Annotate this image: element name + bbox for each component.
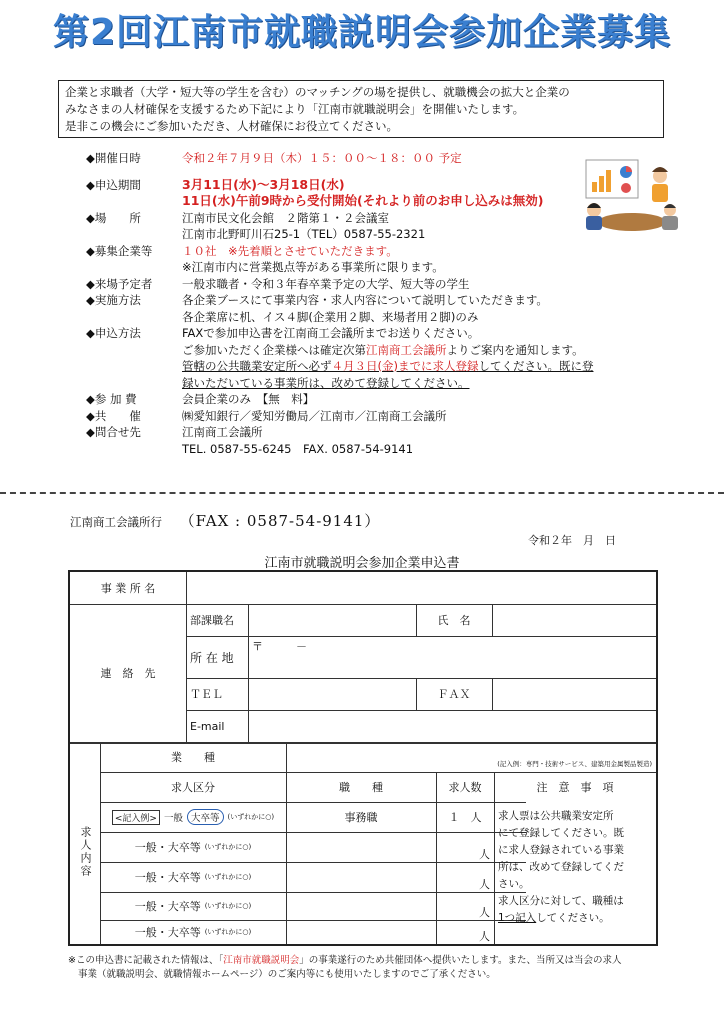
meeting-illustration	[582, 158, 682, 238]
intro-box	[58, 80, 664, 138]
recruit-value: １０社 ※先着順とさせていただきます。	[182, 243, 398, 258]
date-label: ◆開催日時	[86, 151, 141, 165]
form-title: 江南市就職説明会参加企業申込書	[264, 556, 460, 571]
occupation-header: 職 種	[339, 781, 383, 794]
example-tag: <記入例>	[112, 810, 160, 825]
tel-label: ＴＥＬ	[190, 688, 223, 701]
period-value: 3月11日(水)～3月18日(水)	[182, 176, 345, 192]
notes-header: 注 意 事 項	[536, 781, 614, 794]
note-event: 江南市就職説明会	[223, 955, 300, 966]
recruit-note: ※江南市内に営業拠点等がある事業所に限ります。	[182, 260, 444, 274]
intro-line: みなさまの人材確保を支援するため下記により「江南市就職説明会」を開催いたします。	[65, 102, 525, 116]
apply-text: してください。既に登	[478, 359, 594, 373]
caution-line: 求人区分に対して、職種は	[498, 895, 624, 907]
count-unit: 人	[479, 906, 490, 919]
contact-label: 連 絡 先	[100, 667, 156, 680]
category-hint: (いずれかに○)	[204, 902, 252, 910]
apply-text: ご参加いただく企業様へは確定次第	[182, 342, 366, 357]
date-value: 令和２年７月９日（木）１５：００～１８：００ 予定	[182, 151, 462, 165]
office-name-label: 事 業 所 名	[100, 582, 156, 595]
visitor-value: 一般求職者・令和３年春卒業予定の大学、短大等の学生	[182, 276, 470, 291]
name-field[interactable]	[492, 604, 656, 636]
category-option: 一般・大卒等	[134, 871, 201, 884]
industry-label: 業 種	[171, 751, 215, 764]
apply-label: ◆申込方法	[86, 326, 141, 340]
example-count: １ 人	[448, 811, 482, 824]
category-hint: (いずれかに○)	[204, 843, 252, 851]
caution-box	[498, 808, 656, 944]
method-value-2: 各企業席に机、イス４脚(企業用２脚、来場者用２脚)のみ	[182, 309, 479, 324]
category-row[interactable]	[100, 832, 286, 862]
apply-chamber: 江南商工会議所	[366, 342, 447, 357]
tel-field[interactable]	[248, 678, 416, 710]
email-label: E-mail	[190, 719, 225, 733]
caution-line	[498, 910, 610, 927]
apply-deadline: ４月３日(金)までに求人登録	[331, 359, 479, 373]
caution-line: にて登録してください。既	[498, 827, 624, 839]
count-header: 求人数	[448, 781, 482, 794]
place-label: ◆場 所	[86, 210, 141, 225]
apply-value-3	[182, 358, 626, 375]
place-value: 江南市民文化会館 ２階第１・２会議室	[182, 210, 389, 225]
visitor-label: ◆来場予定者	[86, 276, 153, 291]
apply-value-2	[182, 342, 626, 359]
category-row[interactable]	[100, 892, 286, 920]
count-unit: 人	[479, 848, 490, 861]
contact-phone: TEL. 0587-55-6245 FAX. 0587-54-9141	[182, 441, 414, 456]
period-label: ◆申込期間	[86, 177, 141, 192]
method-label: ◆実施方法	[86, 293, 141, 307]
fax-number: （FAX : 0587-54-9141）	[179, 512, 381, 530]
fax-field[interactable]	[492, 678, 656, 710]
example-category	[100, 802, 286, 832]
category-option: 一般・大卒等	[134, 926, 201, 939]
industry-note: (記入例：専門・技術サービス、建築用金属製品製造)	[497, 759, 652, 768]
caution-line: 所は、改めて登録してくだ	[498, 861, 624, 873]
category-hint: (いずれかに○)	[204, 873, 252, 881]
contact-label: ◆問合せ先	[86, 425, 141, 439]
note-text: 事業（就職説明会、就職情報ホームページ）のご案内等にも使用いたしますのでご了承ください。	[78, 969, 496, 980]
address-label: 所 在 地	[190, 650, 234, 665]
email-field[interactable]	[248, 710, 656, 742]
fax-to: 江南商工会議所行	[70, 515, 162, 529]
dept-label: 部課職名	[190, 614, 234, 627]
category-header: 求人区分	[171, 781, 215, 794]
intro-line: 是非この機会にご参加いただき、人材確保にお役立てください。	[65, 119, 399, 133]
application-form	[68, 570, 658, 946]
caution-line: さい。	[498, 878, 530, 890]
caution-emphasis: 1つ記入	[498, 912, 537, 924]
intro-line: 企業と求職者（大学・短大等の学生を含む）のマッチングの場を提供し、就職機会の拡大と企業の	[65, 85, 570, 99]
fee-value: 会員企業のみ 【無 料】	[182, 392, 315, 406]
example-univ: 大卒等	[187, 809, 224, 825]
place-address: 江南市北野町川石25-1（TEL）0587-55-2321	[182, 227, 426, 241]
category-option: 一般・大卒等	[134, 900, 201, 913]
host-value: ㈱愛知銀行／愛知労働局／江南市／江南商工会議所	[182, 408, 447, 423]
contact-value: 江南商工会議所	[182, 425, 263, 439]
form-date: 令和２年 月 日	[528, 534, 616, 547]
count-unit: 人	[479, 930, 490, 943]
page-title: 第2回江南市就職説明会参加企業募集	[52, 12, 672, 53]
category-row[interactable]	[100, 862, 286, 892]
event-info	[86, 150, 626, 457]
caution-text: してください。	[536, 912, 610, 924]
category-option: 一般・大卒等	[134, 841, 201, 854]
recruit-label: ◆募集企業等	[86, 243, 153, 258]
note-text: ※この申込書に記載された情報は、「	[68, 955, 224, 966]
example-small: (いずれかに○)	[227, 813, 275, 821]
apply-value-4: 録いただいている事業所は、改めて登録してください。	[182, 375, 470, 390]
fax-header	[70, 510, 380, 531]
apply-value-1: FAXで参加申込書を江南商工会議所までお送りください。	[182, 326, 480, 340]
count-unit: 人	[479, 878, 490, 891]
method-value: 各企業ブースにて事業内容・求人内容について説明していただきます。	[182, 293, 548, 307]
caution-line: に求人登録されている事業	[498, 844, 624, 856]
footer-note	[68, 954, 668, 982]
caution-line: 求人票は公共職業安定所	[498, 810, 614, 822]
job-section-label: 求人内容	[79, 826, 92, 878]
category-row[interactable]	[100, 920, 286, 944]
period-note: 11日(水)午前9時から受付開始(それより前のお申し込みは無効)	[182, 193, 544, 208]
apply-text: よりご案内を通知します。	[446, 342, 584, 357]
name-label: 氏 名	[437, 614, 471, 627]
fax-label: ＦＡＸ	[437, 688, 471, 701]
category-hint: (いずれかに○)	[204, 928, 252, 936]
host-label: ◆共 催	[86, 408, 141, 423]
office-name-field[interactable]	[186, 572, 656, 604]
example-general: 一般	[163, 813, 183, 824]
apply-text: 管轄の公共職業安定所へ必ず	[182, 359, 332, 373]
fee-label: ◆参 加 費	[86, 392, 137, 406]
address-field[interactable]: 〒 －	[252, 640, 307, 653]
dept-field[interactable]	[248, 604, 416, 636]
cut-line	[0, 492, 724, 494]
note-text: 」の事業遂行のため共催団体へ提供いたします。また、当所又は当会の求人	[299, 955, 622, 966]
example-job: 事務職	[344, 811, 378, 824]
